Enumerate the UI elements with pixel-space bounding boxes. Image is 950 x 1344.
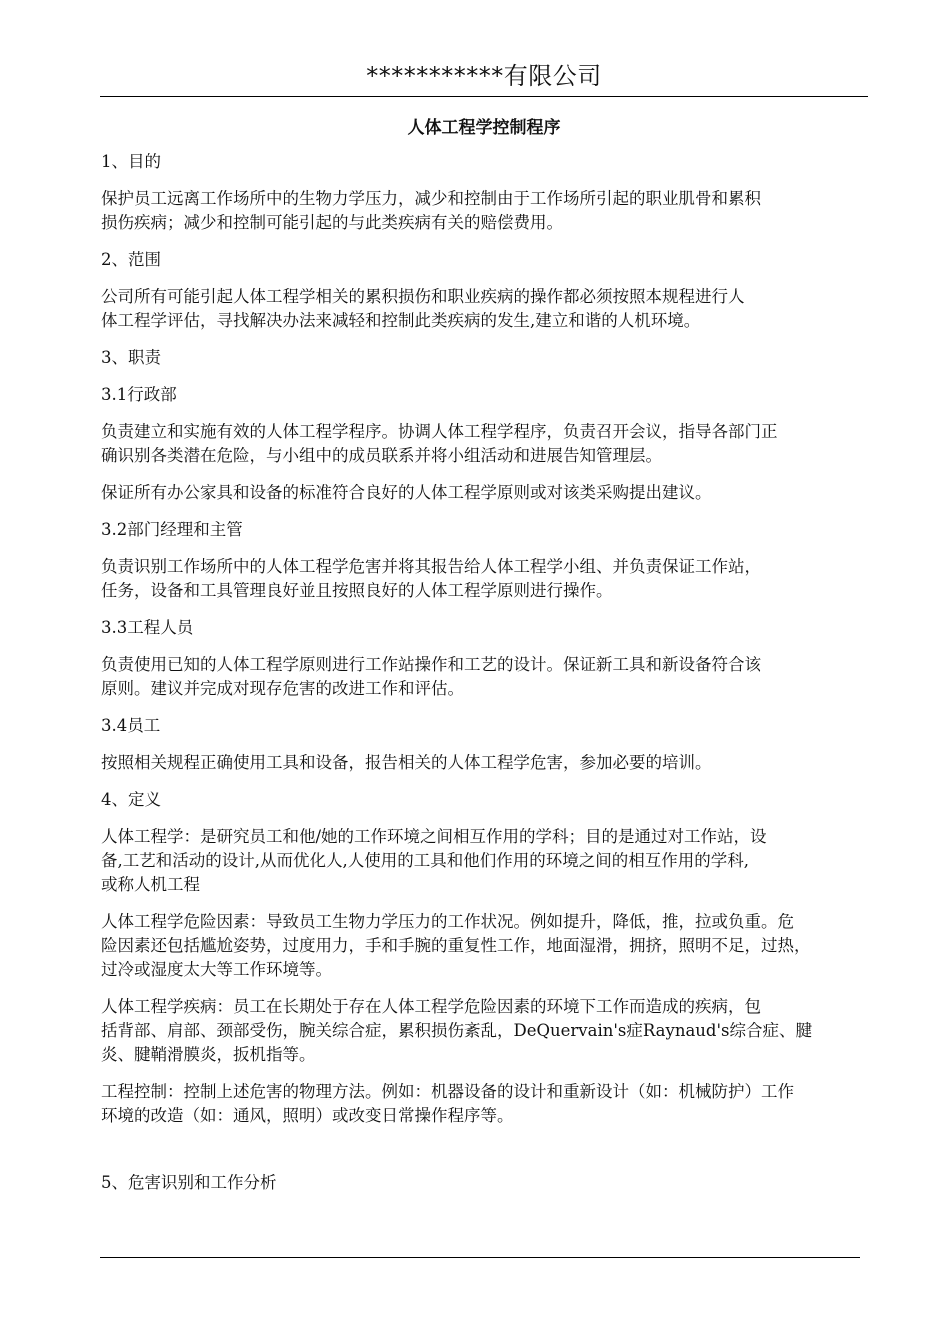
paragraph (101, 481, 869, 505)
text-line: 人体工程学危险因素：导致员工生物力学压力的工作状况。例如提升，降低，推，拉或负重。危 (101, 912, 794, 931)
document-body (101, 150, 869, 1208)
paragraph (101, 653, 869, 701)
text-line: 3.1行政部 (101, 385, 177, 404)
section-heading (101, 150, 869, 174)
paragraph (101, 187, 869, 235)
section-heading (101, 518, 869, 542)
blank-spacer (101, 1141, 869, 1171)
text-line: 原则。建议并完成对现存危害的改进工作和评估。 (101, 679, 464, 698)
text-line: 4、定义 (101, 790, 161, 809)
text-line: 2、范围 (101, 250, 161, 269)
section-heading (101, 714, 869, 738)
section-heading (101, 1171, 869, 1195)
paragraph (101, 1080, 869, 1128)
text-line: 公司所有可能引起人体工程学相关的累积损伤和职业疾病的操作都必须按照本规程进行人 (101, 287, 745, 306)
text-line: 3.3工程人员 (101, 618, 194, 637)
paragraph (101, 285, 869, 333)
text-line: 负责识别工作场所中的人体工程学危害并将其报告给人体工程学小组、并负责保证工作站， (101, 557, 761, 576)
section-heading (101, 788, 869, 812)
text-line: 3.2部门经理和主管 (101, 520, 243, 539)
text-line: 过冷或湿度太大等工作环境等。 (101, 960, 332, 979)
company-name: ***********有限公司 (366, 62, 602, 90)
text-line: 按照相关规程正确使用工具和设备，报告相关的人体工程学危害，参加必要的培训。 (101, 753, 712, 772)
text-line: 负责建立和实施有效的人体工程学程序。协调人体工程学程序，负责召开会议，指导各部门正 (101, 422, 778, 441)
text-line: 或称人机工程 (101, 875, 200, 894)
text-line: 3、职责 (101, 348, 161, 367)
paragraph (101, 910, 869, 982)
paragraph (101, 751, 869, 775)
text-line: 确识别各类潜在危险，与小组中的成员联系并将小组活动和进展告知管理层。 (101, 446, 662, 465)
section-heading (101, 616, 869, 640)
text-line: 任务，设备和工具管理良好並且按照良好的人体工程学原则进行操作。 (101, 581, 613, 600)
section-heading (101, 248, 869, 272)
text-line: 工程控制：控制上述危害的物理方法。例如：机器设备的设计和重新设计（如：机械防护）工作 (101, 1082, 794, 1101)
text-line: 括背部、肩部、颈部受伤，腕关综合症，累积损伤紊乱，DeQuervain's症Raynaud's综合症、腱 (101, 1021, 812, 1040)
text-line: 人体工程学疾病：员工在长期处于存在人体工程学危险因素的环境下工作而造成的疾病，包 (101, 997, 761, 1016)
text-line: 体工程学评估，寻找解决办法来减轻和控制此类疾病的发生,建立和谐的人机环境。 (101, 311, 701, 330)
text-line: 保护员工远离工作场所中的生物力学压力，减少和控制由于工作场所引起的职业肌骨和累积 (101, 189, 761, 208)
text-line: 3.4员工 (101, 716, 161, 735)
text-line: 险因素还包括尴尬姿势，过度用力，手和手腕的重复性工作，地面湿滑，拥挤，照明不足，过热， (101, 936, 811, 955)
paragraph (101, 420, 869, 468)
section-heading (101, 346, 869, 370)
text-line: 炎、腱鞘滑膜炎，扳机指等。 (101, 1045, 316, 1064)
paragraph (101, 555, 869, 603)
document-title: 人体工程学控制程序 (407, 118, 561, 138)
text-line: 保证所有办公家具和设备的标准符合良好的人体工程学原则或对该类采购提出建议。 (101, 483, 712, 502)
text-line: 负责使用已知的人体工程学原则进行工作站操作和工艺的设计。保证新工具和新设备符合该 (101, 655, 761, 674)
text-line: 环境的改造（如：通风，照明）或改变日常操作程序等。 (101, 1106, 514, 1125)
page-header (100, 58, 868, 97)
footer-rule (100, 1257, 860, 1258)
paragraph (101, 995, 869, 1067)
text-line: 备,工艺和活动的设计,从而优化人,人使用的工具和他们作用的环境之间的相互作用的学科, (101, 851, 749, 870)
paragraph (101, 825, 869, 897)
text-line: 人体工程学：是研究员工和他/她的工作环境之间相互作用的学科；目的是通过对工作站，设 (101, 827, 767, 846)
text-line: 5、危害识别和工作分析 (101, 1173, 277, 1192)
text-line: 1、目的 (101, 152, 161, 171)
section-heading (101, 383, 869, 407)
text-line: 损伤疾病；减少和控制可能引起的与此类疾病有关的赔偿费用。 (101, 213, 563, 232)
